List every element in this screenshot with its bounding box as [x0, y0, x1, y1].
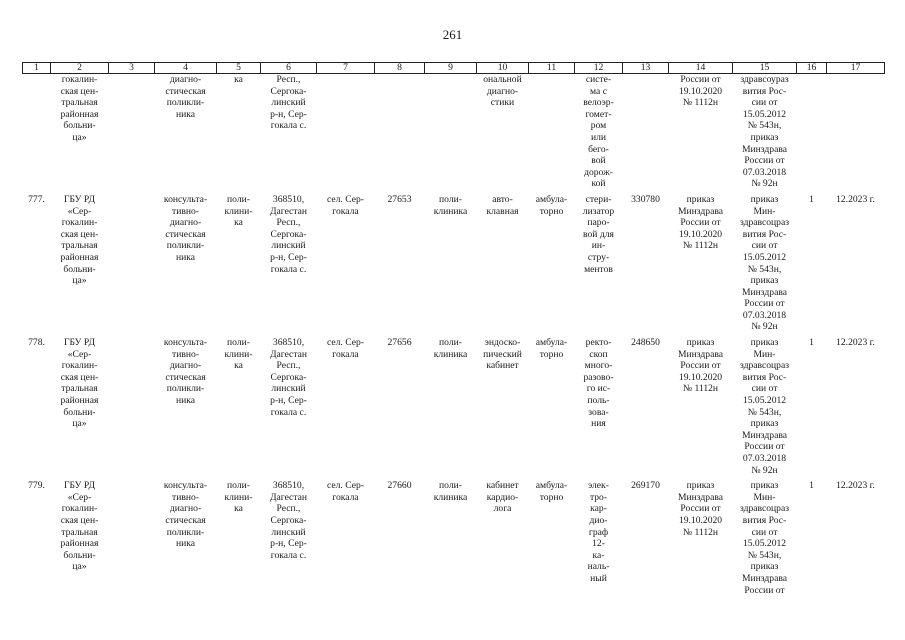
- table-row-continuation: [23, 74, 885, 190]
- column-header: 13: [623, 63, 669, 74]
- cell-subdivision: консульта- тивно- диагно- стическая поликли- ника: [163, 337, 208, 407]
- cell-quantity: 1: [809, 480, 814, 492]
- column-header: 7: [317, 63, 375, 74]
- cell-equipment-code: 330780: [631, 193, 660, 205]
- cell-cabinet: эндоско- пический кабинет: [483, 337, 522, 372]
- cell-subdivision: консульта- тивно- диагно- стическая поликли- ника: [163, 193, 208, 263]
- column-header: 2: [51, 63, 109, 74]
- cell-organization: гокалин- ская цен- тральная районная больни- ца»: [60, 74, 99, 143]
- column-header: 12: [575, 63, 623, 74]
- table-row: [23, 476, 885, 620]
- column-header: 11: [529, 63, 575, 74]
- column-header: 1: [23, 63, 51, 74]
- column-header: 6: [261, 63, 317, 74]
- column-header: 8: [375, 63, 425, 74]
- cell-care-form: [529, 74, 575, 190]
- cell-settlement: сел. Сер- гокала: [327, 193, 364, 217]
- column-number-header-row: [23, 63, 885, 74]
- cell-settlement: сел. Сер- гокала: [327, 337, 364, 360]
- cell-care-form: амбула- торно: [535, 337, 568, 360]
- cell-settlement: сел. Сер- гокала: [327, 480, 364, 503]
- cell-organization: ГБУ РД «Сер- гокалин- ская цен- тральная районная больни- ца»: [60, 480, 99, 573]
- cell-equipment-code: 248650: [631, 337, 660, 349]
- column-header: 15: [733, 63, 797, 74]
- cell-care-form: амбула- торно: [535, 193, 568, 217]
- cell-subdivision: консульта- тивно- диагно- стическая поликли- ника: [163, 480, 208, 550]
- column-header: 17: [827, 63, 885, 74]
- cell-type: поли- клини- ка: [224, 193, 253, 229]
- cell-unit: [425, 74, 477, 190]
- cell-order: приказ Минздрава России от 19.10.2020 № 1112н: [677, 480, 723, 538]
- cell-equipment: элек- тро- кар- дио- граф 12- ка- наль- ный: [587, 480, 610, 584]
- cell-row-number: 777.: [28, 193, 45, 205]
- cell-date: 12.2023 г.: [836, 193, 875, 205]
- table-row: [23, 190, 885, 333]
- column-header: 14: [669, 63, 733, 74]
- cell-cabinet: ональной диагно- стики: [483, 74, 522, 109]
- cell-date: [827, 74, 885, 190]
- cell-code: 27656: [387, 337, 412, 349]
- column-header: 3: [109, 63, 155, 74]
- cell-col-3: [109, 333, 155, 476]
- cell-subdivision: диагно- стическая поликли- ника: [165, 74, 206, 120]
- cell-col-3: [109, 190, 155, 333]
- cell-date: 12.2023 г.: [836, 337, 875, 349]
- cell-address: 368510, Дагестан Респ., Сергока- линский р-н, Сер- гокала с.: [269, 337, 308, 418]
- cell-order: России от 19.10.2020 № 1112н: [678, 74, 723, 109]
- cell-order: приказ Минздрава России от 19.10.2020 № 1112н: [677, 193, 723, 252]
- cell-care-form: амбула- торно: [535, 480, 568, 503]
- cell-order: приказ Минздрава России от 19.10.2020 № 1112н: [677, 337, 723, 395]
- cell-standard: приказ Мин- здравсоцраз вития Рос- сии от 15.05.2012 № 543н, приказ Минздрава России от: [739, 480, 790, 596]
- cell-equipment: систе- ма с велоэр- гомет- ром или бего- вой дорож- кой: [583, 74, 614, 190]
- cell-col-3: [109, 476, 155, 620]
- cell-cabinet: авто- клавная: [486, 193, 519, 217]
- page-number: 261: [442, 27, 463, 42]
- cell-col-3: [109, 74, 155, 190]
- cell-code: 27653: [387, 193, 412, 205]
- column-header: 16: [797, 63, 827, 74]
- cell-type: ка: [234, 74, 243, 85]
- cell-type: поли- клини- ка: [224, 480, 253, 515]
- cell-unit: поли- клиника: [433, 337, 468, 360]
- cell-standard: приказ Мин- здравсоцраз вития Рос- сии от 15.05.2012 № 543н, приказ Минздрава России от 07.03.2018 № 92н: [739, 337, 790, 476]
- cell-address: 368510, Дагестан Респ., Сергока- линский р-н, Сер- гокала с.: [269, 480, 308, 561]
- column-header: 10: [477, 63, 529, 74]
- cell-quantity: 1: [809, 337, 814, 349]
- cell-quantity: 1: [809, 193, 814, 205]
- column-header: 4: [155, 63, 217, 74]
- cell-standard: приказ Мин- здравсоцраз вития Рос- сии от 15.05.2012 № 543н, приказ Минздрава России от 07.03.2018 № 92н: [739, 193, 790, 333]
- cell-unit: поли- клиника: [433, 480, 468, 503]
- cell-type: поли- клини- ка: [224, 337, 253, 372]
- cell-standard: здравсоураз вития Рос- сии от 15.05.2012 № 543н, приказ Минздрава России от 07.03.2018 № 92н: [740, 74, 789, 190]
- cell-equipment: ректо- скоп много- разово- го ис- поль- зова- ния: [583, 337, 614, 430]
- cell-cabinet: кабинет кардио- лога: [486, 480, 519, 515]
- column-header: 5: [217, 63, 261, 74]
- cell-row-number: 779.: [28, 480, 45, 492]
- cell-unit: поли- клиника: [433, 193, 468, 217]
- cell-equipment-code: [623, 74, 669, 190]
- cell-code: 27660: [387, 480, 412, 492]
- cell-equipment-code: 269170: [631, 480, 660, 492]
- column-header: 9: [425, 63, 477, 74]
- cell-address: Респ., Сергока- линский р-н, Сер- гокала с.: [270, 74, 307, 132]
- cell-organization: ГБУ РД «Сер- гокалин- ская цен- тральная районная больни- ца»: [60, 337, 99, 430]
- cell-address: 368510, Дагестан Респ., Сергока- линский р-н, Сер- гокала с.: [269, 193, 308, 275]
- cell-quantity: [797, 74, 827, 190]
- cell-date: 12.2023 г.: [836, 480, 875, 492]
- cell-row-number: [23, 74, 51, 190]
- cell-equipment: стери- лизатор паро- вой для ин- стру- ментов: [582, 193, 615, 275]
- table-row: [23, 333, 885, 476]
- equipment-registry-table: [22, 62, 885, 620]
- cell-code: [375, 74, 425, 190]
- cell-row-number: 778.: [28, 337, 45, 349]
- cell-settlement: [317, 74, 375, 190]
- cell-organization: ГБУ РД «Сер- гокалин- ская цен- тральная районная больни- ца»: [60, 193, 99, 287]
